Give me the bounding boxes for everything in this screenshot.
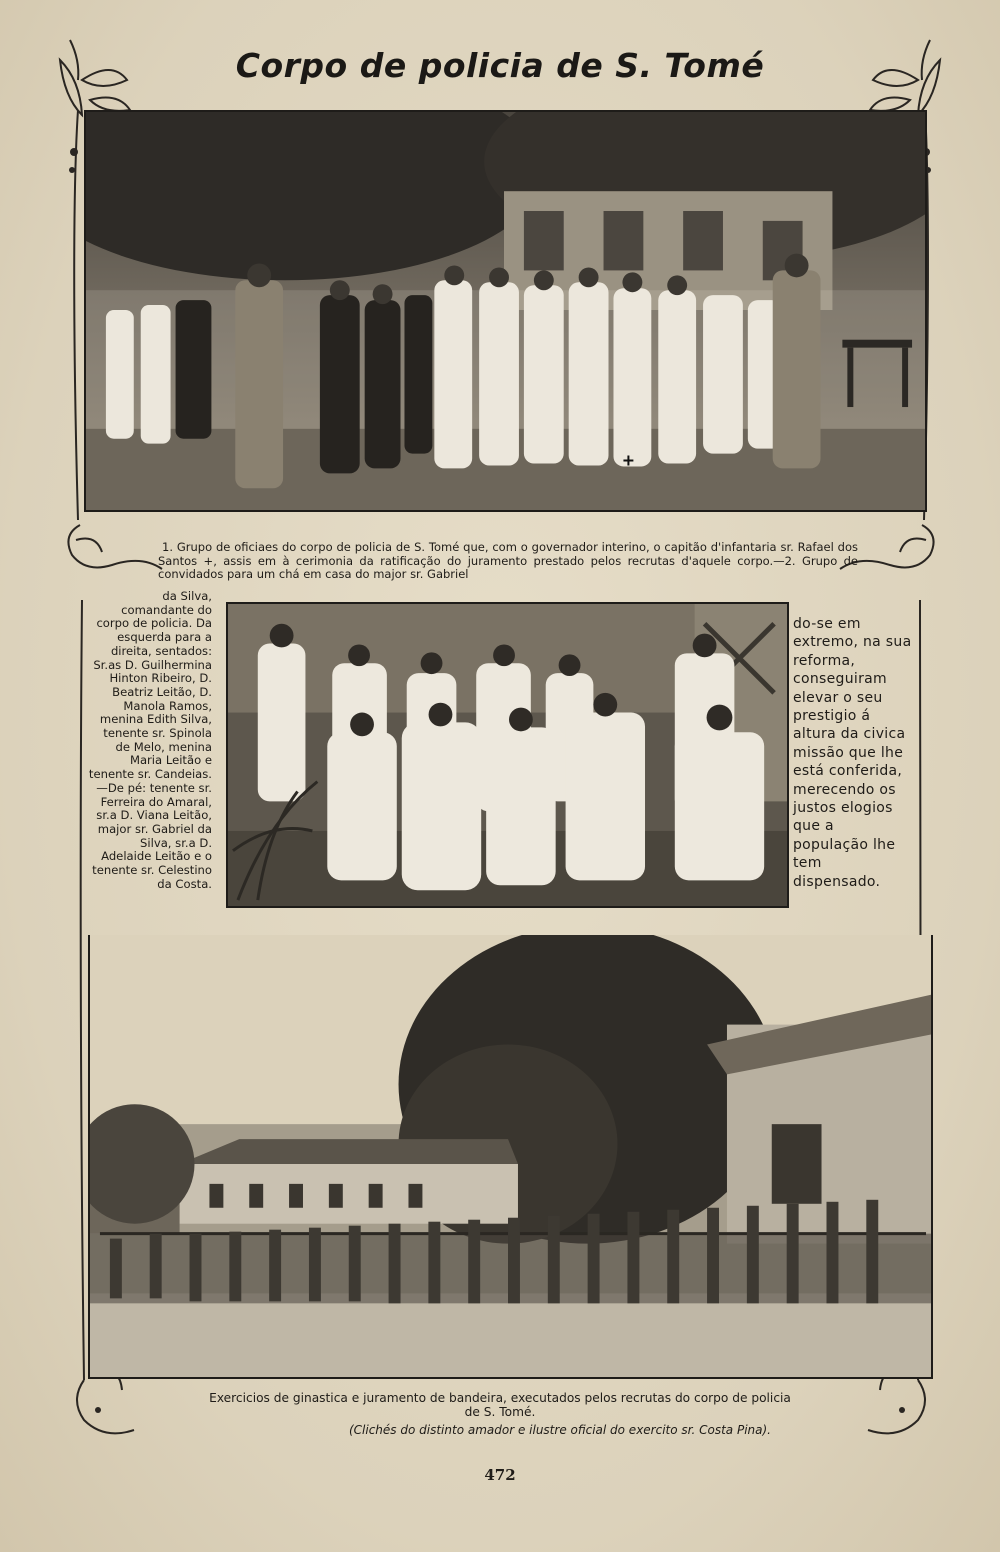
article-right-column: do-se em extremo, na sua reforma, conseguiram elevar o seu prestigio á altura da civica missão que lhe está conferida, merecendo os justos elogios que a população lhe tem dispensado. <box>793 616 912 890</box>
exercises-photo <box>88 935 933 1379</box>
officers-caption: 1. Grupo de oficiaes do corpo de policia de S. Tomé que, com o governador interino, o capitão d'infantaria sr. Rafael dos Santos +, assis em à cerimonia da ratificação do juramento prestado pelos recrutas d'aquele corpo.—2. Grupo de convidados para um chá em casa do major sr. Gabriel <box>158 540 858 581</box>
guests-caption: da Silva, comandante do corpo de policia. Da esquerda para a direita, sentados: Sr.as D. Guilhermina Hinton Ribeiro, D. Beatriz Leitão, D. Manola Ramos, menina Edith Silva, tenente sr. Spinola de Melo, menina Maria Leitão e tenente sr. Candeias.—De pé: tenente sr. Ferreira do Amaral, sr.a D. Viana Leitão, major sr. Gabriel da Silva, sr.a D. Adelaide Leitão e o tenente sr. Celestino da Costa. <box>88 589 212 891</box>
exercises-caption-line2: de S. Tomé. <box>464 1405 536 1419</box>
page-number: 472 <box>484 1466 516 1484</box>
exercises-photo-image <box>90 935 931 1377</box>
officers-photo-image <box>86 112 925 510</box>
guests-photo-image <box>228 604 787 906</box>
officers-group-photo <box>84 110 927 512</box>
photo-credit: (Clichés do distinto amador e ilustre oficial do exercito sr. Costa Pina). <box>348 1423 771 1437</box>
exercises-caption <box>150 1391 850 1419</box>
guests-group-photo <box>226 602 789 908</box>
exercises-caption-line1: Exercicios de ginastica e juramento de bandeira, executados pelos recrutas do corpo de policia <box>209 1391 791 1405</box>
page-title: Corpo de policia de S. Tomé <box>235 46 765 85</box>
